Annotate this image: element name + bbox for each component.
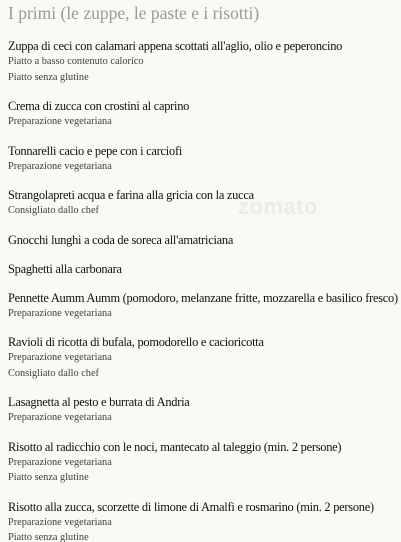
dish-tag: Preparazione vegetariana [8, 116, 112, 127]
dish-name: Ravioli di ricotta di bufala, pomodorello e cacioricotta [8, 335, 264, 349]
dish-item [8, 143, 398, 175]
dish-tag: Piatto senza glutine [8, 71, 89, 83]
dish-list [8, 38, 398, 542]
dish-tag: Piatto a basso contenuto calorico [8, 56, 144, 67]
dish-tag: Piatto senza glutine [8, 472, 89, 483]
dish-item [8, 499, 398, 542]
dish-tag: Preparazione vegetariana [8, 352, 112, 363]
dish-name: Strangolapreti acqua e farina alla gricia con la zucca [8, 188, 254, 202]
section-title: I primi (le zuppe, le paste e i risotti) [8, 3, 260, 23]
dish-item [8, 98, 398, 130]
dish-tag: Consigliato dallo chef [8, 367, 99, 379]
dish-tag: Preparazione vegetariana [8, 412, 112, 423]
dish-name: Risotto alla zucca, scorzette di limone di Amalfi e rosmarino (min. 2 persone) [8, 499, 374, 514]
dish-item [8, 334, 398, 381]
dish-item [8, 394, 398, 426]
dish-item [8, 232, 398, 248]
dish-tag: Piatto senza glutine [8, 532, 89, 542]
dish-name: Tonnarelli cacio e pepe con i carciofi [8, 143, 183, 158]
dish-item [8, 187, 398, 219]
dish-name: Spaghetti alla carbonara [8, 261, 122, 276]
dish-name: Risotto al radicchio con le noci, mantecato al taleggio (min. 2 persone) [8, 439, 342, 454]
dish-tag: Preparazione vegetariana [8, 516, 112, 528]
dish-item [8, 439, 398, 486]
dish-tag: Preparazione vegetariana [8, 307, 112, 319]
dish-tag: Preparazione vegetariana [8, 456, 112, 468]
dish-name: Zuppa di ceci con calamari appena scottati all'aglio, olio e peperoncino [8, 39, 343, 53]
watermark-logo: zomato [238, 194, 318, 219]
dish-name: Crema di zucca con crostini al caprino [8, 99, 190, 113]
dish-tag: Preparazione vegetariana [8, 160, 112, 172]
dish-name: Gnocchi lunghi a coda de soreca all'amatriciana [8, 232, 234, 247]
dish-name: Pennette Aumm Aumm (pomodoro, melanzane fritte, mozzarella e basilico fresco) [8, 290, 398, 305]
dish-name: Lasagnetta al pesto e burrata di Andria [8, 395, 190, 409]
dish-item [8, 261, 398, 277]
dish-item [8, 290, 398, 322]
dish-item [8, 38, 398, 85]
dish-tag: Consigliato dallo chef [8, 205, 99, 216]
